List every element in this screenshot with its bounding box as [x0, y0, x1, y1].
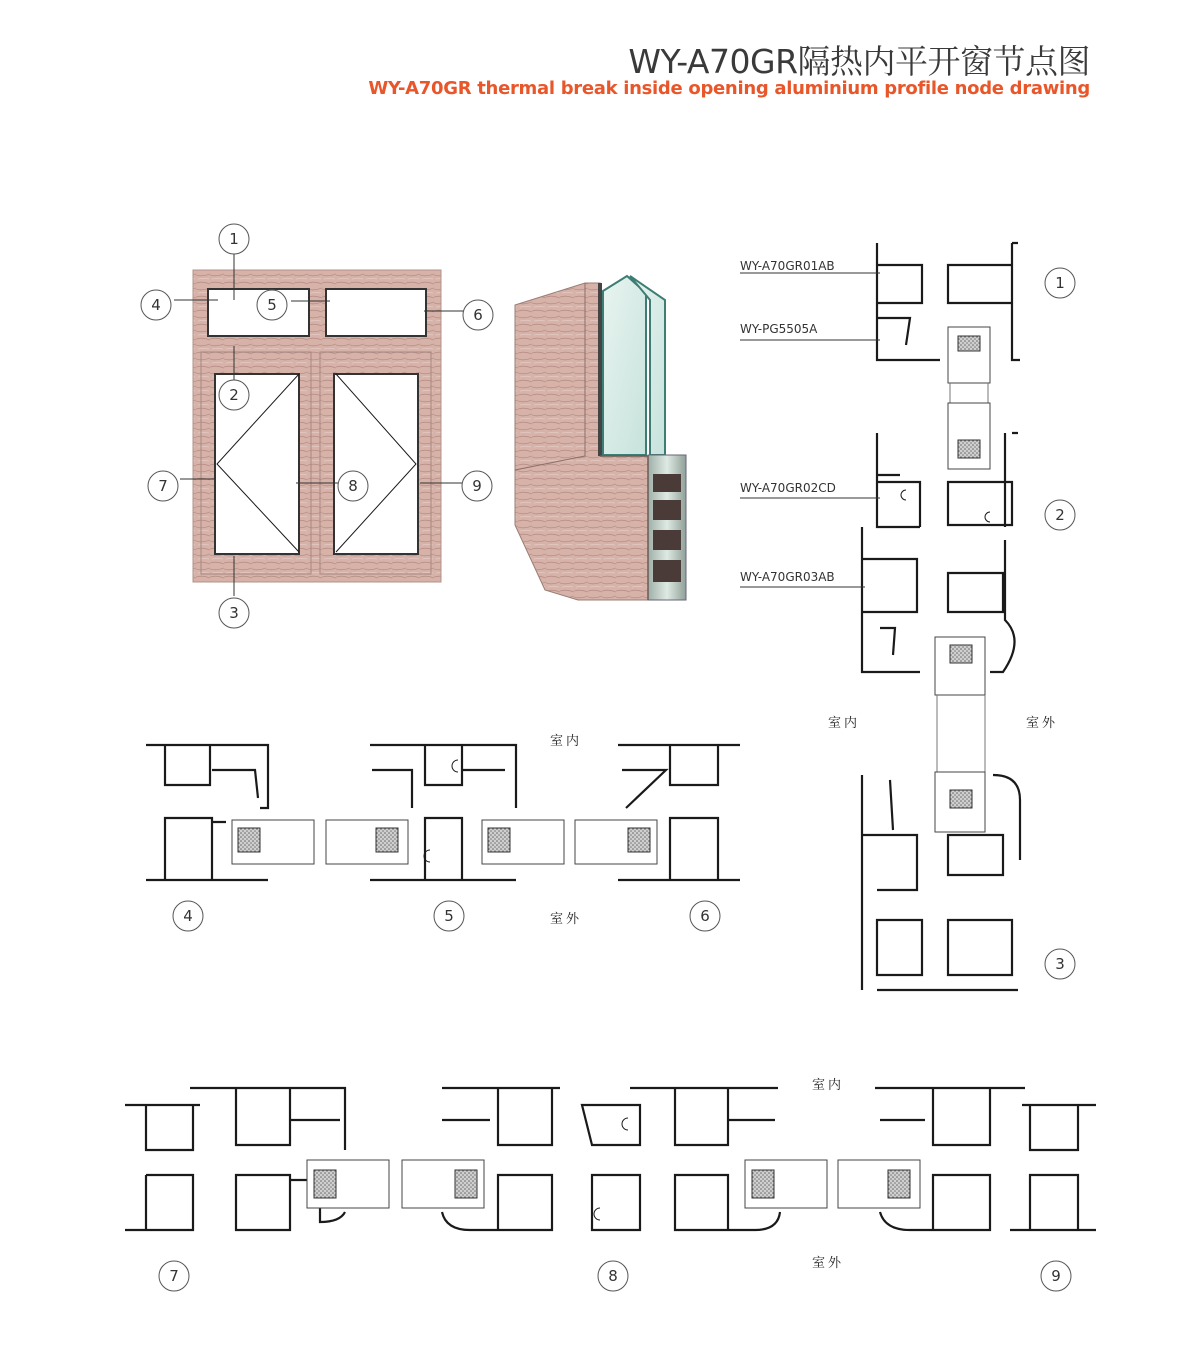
- svg-text:4: 4: [183, 907, 193, 925]
- part-label-2: WY-PG5505A: [740, 322, 818, 336]
- side-outside-label: 室外: [1026, 716, 1059, 731]
- callout-1: [219, 224, 249, 254]
- vertical-section: [740, 243, 1020, 990]
- callout-6: [690, 901, 720, 931]
- svg-text:8: 8: [348, 477, 358, 495]
- profile-3d-section: [515, 276, 686, 600]
- svg-text:9: 9: [472, 477, 482, 495]
- svg-text:1: 1: [1055, 274, 1065, 292]
- horizontal-section-789: [125, 1088, 1096, 1230]
- side-outside-label: 室外: [550, 912, 583, 927]
- part-label-1: WY-A70GR01AB: [740, 259, 835, 273]
- callout-6: [463, 300, 493, 330]
- callout-2: [219, 380, 249, 410]
- svg-text:5: 5: [267, 296, 277, 314]
- svg-text:3: 3: [229, 604, 239, 622]
- callout-7: [148, 471, 178, 501]
- callout-9: [462, 471, 492, 501]
- part-label-4: WY-A70GR03AB: [740, 570, 835, 584]
- part-label-3: WY-A70GR02CD: [740, 481, 836, 495]
- page-title: WY-A70GR隔热内平开窗节点图: [628, 42, 1090, 81]
- side-inside-label: 室内: [828, 716, 861, 731]
- callout-2: [1045, 500, 1075, 530]
- callout-1: [1045, 268, 1075, 298]
- callout-4: [141, 290, 171, 320]
- callout-8: [338, 471, 368, 501]
- callout-5: [434, 901, 464, 931]
- side-inside-label: 室内: [812, 1078, 845, 1093]
- side-inside-label: 室内: [550, 734, 583, 749]
- page-subtitle: WY-A70GR thermal break inside opening aluminium profile node drawing: [368, 78, 1090, 99]
- callout-4: [173, 901, 203, 931]
- side-outside-label: 室外: [812, 1256, 845, 1271]
- callout-9: [1041, 1261, 1071, 1291]
- svg-text:1: 1: [229, 230, 239, 248]
- svg-text:2: 2: [1055, 506, 1065, 524]
- callout-5: [257, 290, 287, 320]
- window-elevation: [174, 254, 464, 596]
- svg-text:4: 4: [151, 296, 161, 314]
- svg-text:2: 2: [229, 386, 239, 404]
- svg-text:6: 6: [473, 306, 483, 324]
- svg-text:7: 7: [169, 1267, 179, 1285]
- callout-3: [1045, 949, 1075, 979]
- svg-text:8: 8: [608, 1267, 618, 1285]
- callout-7: [159, 1261, 189, 1291]
- callout-3: [219, 598, 249, 628]
- callout-8: [598, 1261, 628, 1291]
- horizontal-section-456: [146, 745, 740, 880]
- svg-text:5: 5: [444, 907, 454, 925]
- svg-text:7: 7: [158, 477, 168, 495]
- svg-text:3: 3: [1055, 955, 1065, 973]
- svg-text:6: 6: [700, 907, 710, 925]
- svg-text:9: 9: [1051, 1267, 1061, 1285]
